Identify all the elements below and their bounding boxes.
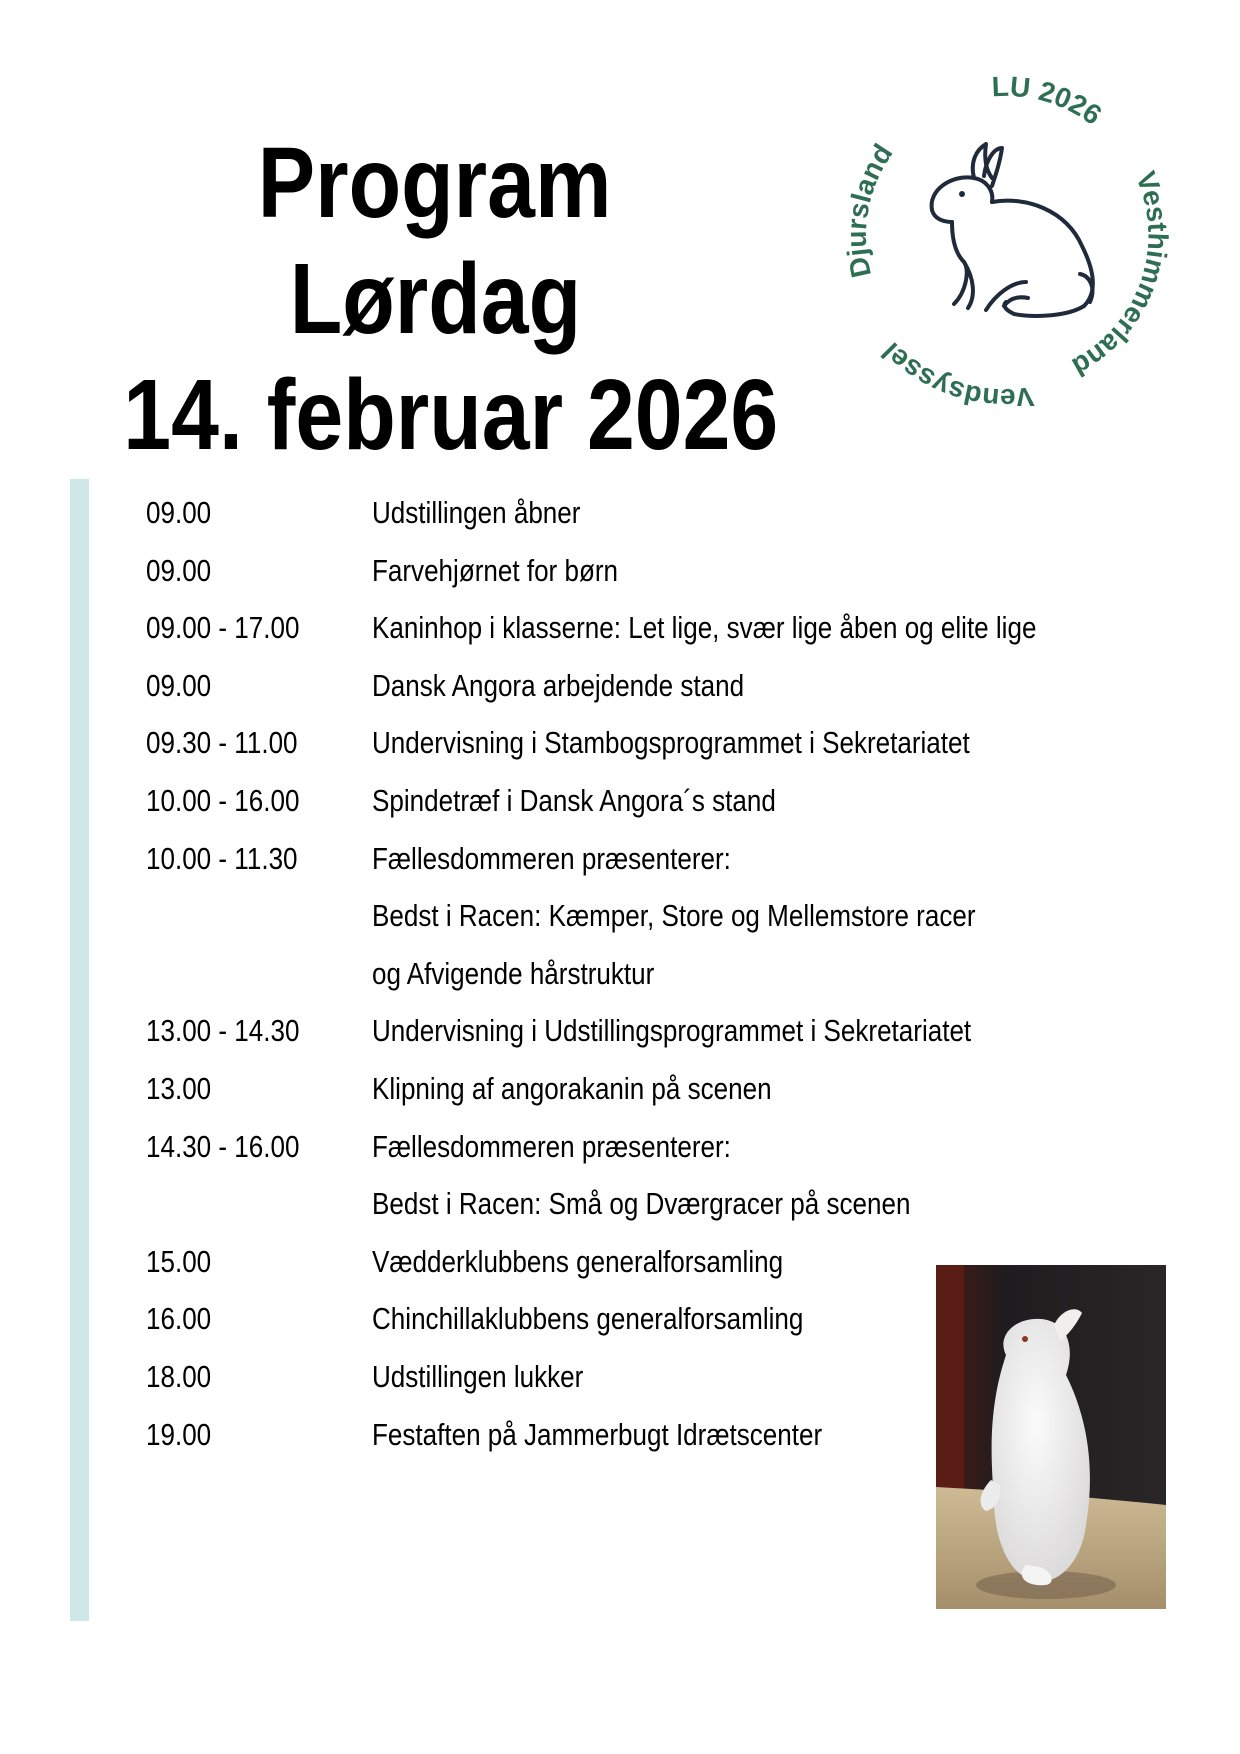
schedule-description: Klipning af angorakanin på scenen (372, 1070, 772, 1106)
schedule-row (146, 887, 976, 945)
schedule-description: Vædderklubbens generalforsamling (372, 1243, 784, 1279)
schedule-row (146, 1118, 946, 1176)
schedule-row (146, 1002, 972, 1060)
schedule-time: 15.00 (146, 1243, 212, 1279)
schedule-description: Fællesdommeren præsenterer: (372, 840, 731, 876)
rabbit-photo-image (936, 1265, 1166, 1609)
schedule-row (146, 1348, 946, 1406)
schedule-row (146, 945, 946, 1003)
logo-ring-text-left: Djursland (840, 138, 899, 281)
schedule-row (146, 1175, 946, 1233)
schedule-row (146, 830, 946, 888)
accent-bar (70, 479, 89, 1621)
schedule-description: Dansk Angora arbejdende stand (372, 667, 745, 703)
logo-svg (836, 66, 1176, 406)
schedule-time: 09.00 (146, 667, 212, 703)
rabbit-photo (936, 1265, 1166, 1609)
schedule-row (146, 599, 1037, 657)
schedule-time: 09.00 - 17.00 (146, 610, 300, 646)
schedule-row (146, 657, 946, 715)
schedule-time: 19.00 (146, 1416, 212, 1452)
rabbit-eye-icon (959, 191, 965, 197)
schedule-time: 10.00 - 11.30 (146, 840, 298, 876)
schedule-time: 10.00 - 16.00 (146, 782, 300, 818)
logo-ring-text-bottom: Vendsyssel (875, 336, 1036, 406)
schedule-description: Udstillingen åbner (372, 495, 581, 530)
schedule-row (146, 1060, 946, 1118)
schedule-description: Fællesdommeren præsenterer: (372, 1128, 731, 1164)
schedule-time: 18.00 (146, 1358, 212, 1394)
title-text-2: Lørdag (289, 243, 581, 355)
schedule-row (146, 714, 970, 772)
title-line-day (70, 243, 800, 355)
schedule-time: 09.00 (146, 552, 212, 588)
schedule-description: Festaften på Jammerbugt Idrætscenter (372, 1416, 823, 1452)
schedule-row (146, 1406, 946, 1464)
schedule-row (146, 1233, 946, 1291)
schedule-time: 16.00 (146, 1301, 212, 1337)
logo-ring-text-right: Vesthimmerland (1067, 167, 1174, 383)
title-text-3: 14. februar 2026 (123, 359, 779, 471)
schedule-description: Chinchillaklubbens generalforsamling (372, 1301, 804, 1337)
schedule-row (146, 484, 946, 542)
schedule-description: Undervisning i Udstillingsprogrammet i Sekretariatet (372, 1013, 972, 1049)
schedule-description: Bedst i Racen: Kæmper, Store og Mellemstore racer (372, 898, 976, 934)
schedule-description: Kaninhop i klasserne: Let lige, svær lige åben og elite lige (372, 610, 1037, 646)
schedule-description: Farvehjørnet for børn (372, 552, 619, 588)
title-line-program (70, 127, 800, 239)
title-line-date (70, 359, 800, 471)
schedule-row (146, 542, 946, 600)
logo-ring-text-top: LU 2026 (991, 70, 1108, 131)
schedule-row (146, 772, 946, 830)
schedule-list (146, 484, 1037, 1463)
schedule-time: 09.00 (146, 495, 212, 530)
schedule-description: Undervisning i Stambogsprogrammet i Sekretariatet (372, 725, 970, 761)
title-text-1: Program (258, 127, 612, 239)
schedule-description: og Afvigende hårstruktur (372, 955, 655, 991)
rabbit-outline-icon (932, 144, 1093, 316)
schedule-time: 09.30 - 11.00 (146, 725, 298, 761)
schedule-description: Bedst i Racen: Små og Dværgracer på scenen (372, 1186, 911, 1222)
event-logo (836, 66, 1176, 406)
schedule-description: Udstillingen lukker (372, 1358, 584, 1394)
schedule-time: 13.00 (146, 1070, 212, 1106)
schedule-time: 13.00 - 14.30 (146, 1013, 300, 1049)
schedule-description: Spindetræf i Dansk Angora´s stand (372, 782, 776, 818)
schedule-row (146, 1290, 946, 1348)
schedule-time: 14.30 - 16.00 (146, 1128, 300, 1164)
